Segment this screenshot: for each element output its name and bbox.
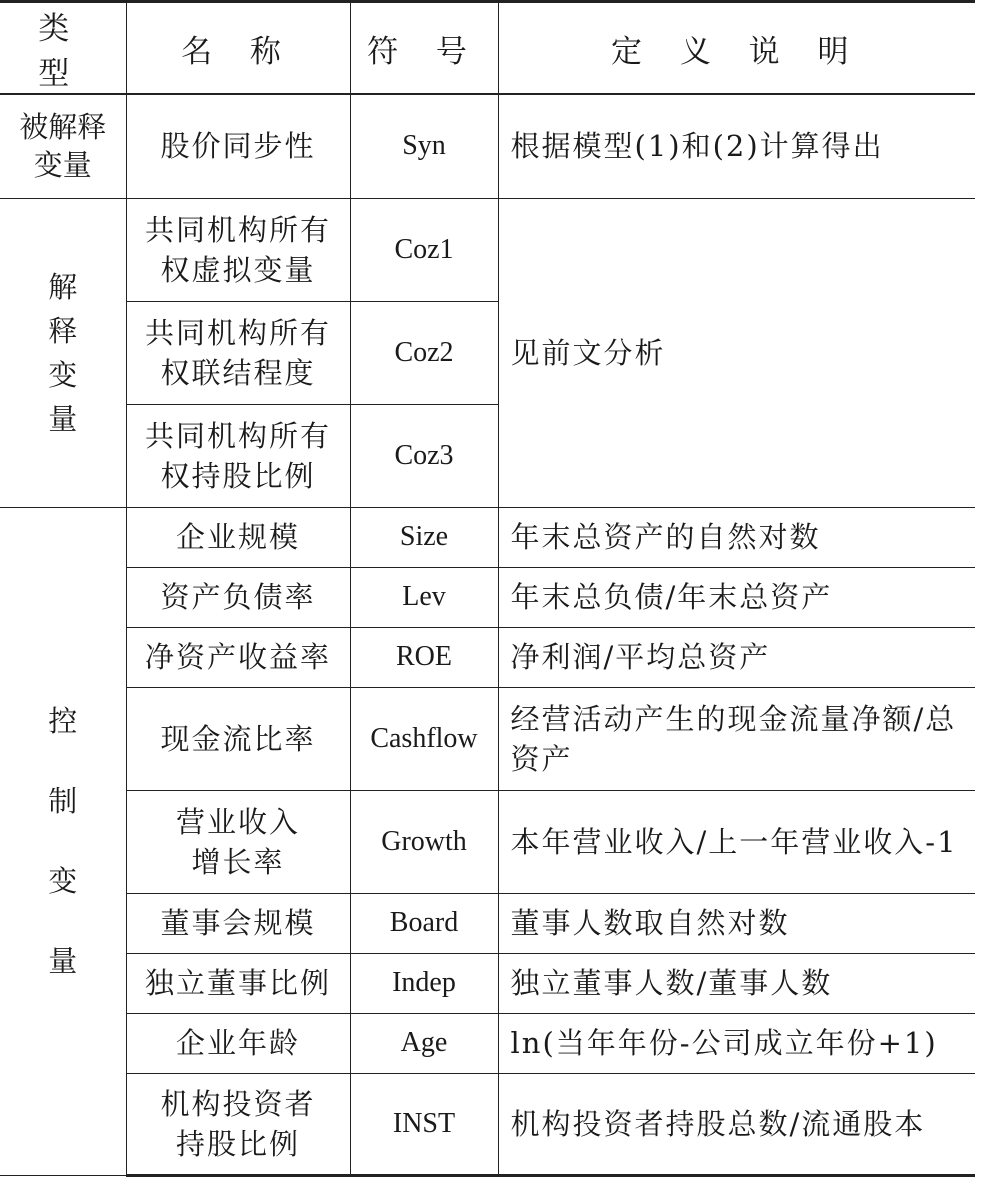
variable-definition: ln(当年年份-公司成立年份+1): [498, 1013, 975, 1073]
table-row: [0, 790, 975, 893]
variable-symbol: Lev: [350, 567, 498, 627]
variable-definition: 经营活动产生的现金流量净额/总资产: [498, 687, 975, 790]
variable-symbol: Growth: [350, 790, 498, 893]
table-row: [0, 687, 975, 790]
variable-definition: 年末总负债/年末总资产: [498, 567, 975, 627]
variable-name: 现金流比率: [126, 687, 350, 790]
variable-symbol: Cashflow: [350, 687, 498, 790]
variable-name: 净资产收益率: [126, 627, 350, 687]
variable-name: 共同机构所有权虚拟变量: [126, 198, 350, 301]
variable-definition: 净利润/平均总资产: [498, 627, 975, 687]
variable-symbol: Indep: [350, 953, 498, 1013]
variable-symbol: Coz1: [350, 198, 498, 301]
variable-name: 共同机构所有权持股比例: [126, 404, 350, 507]
variable-name: 企业年龄: [126, 1013, 350, 1073]
variable-name: 共同机构所有权联结程度: [126, 301, 350, 404]
category-control: 控 制 变 量: [0, 507, 126, 1175]
variable-symbol: ROE: [350, 627, 498, 687]
variable-name: 营业收入增长率: [126, 790, 350, 893]
variable-definition: 机构投资者持股总数/流通股本: [498, 1073, 975, 1175]
category-explanatory: 解 释 变 量: [0, 198, 126, 507]
variable-name: 股价同步性: [126, 94, 350, 198]
variable-name: 独立董事比例: [126, 953, 350, 1013]
variable-definition: 年末总资产的自然对数: [498, 507, 975, 567]
variable-name: 资产负债率: [126, 567, 350, 627]
variable-definition: 本年营业收入/上一年营业收入-1: [498, 790, 975, 893]
table-row: [0, 198, 975, 301]
table-row: [0, 507, 975, 567]
header-name: 名 称: [126, 2, 350, 95]
header-symbol: 符 号: [350, 2, 498, 95]
shared-definition: 见前文分析: [498, 198, 975, 507]
variable-symbol: Board: [350, 893, 498, 953]
variable-symbol: Syn: [350, 94, 498, 198]
table-row: [0, 1013, 975, 1073]
variable-definition: 董事人数取自然对数: [498, 893, 975, 953]
table-row: [0, 94, 975, 198]
table-row: [0, 567, 975, 627]
variable-symbol: Coz3: [350, 404, 498, 507]
table-row: [0, 893, 975, 953]
variable-definition: 独立董事人数/董事人数: [498, 953, 975, 1013]
variable-symbol: Age: [350, 1013, 498, 1073]
variable-name: 企业规模: [126, 507, 350, 567]
variable-symbol: INST: [350, 1073, 498, 1175]
category-dependent: 被解释变量: [0, 94, 126, 198]
variable-name: 董事会规模: [126, 893, 350, 953]
table-row: [0, 953, 975, 1013]
header-row: [0, 2, 975, 95]
variable-definition: 根据模型(1)和(2)计算得出: [498, 94, 975, 198]
variable-symbol: Coz2: [350, 301, 498, 404]
header-type: 类 型: [0, 2, 126, 95]
table-row: [0, 1073, 975, 1175]
variable-symbol: Size: [350, 507, 498, 567]
table-row: [0, 627, 975, 687]
header-definition: 定 义 说 明: [498, 2, 975, 95]
variable-name: 机构投资者持股比例: [126, 1073, 350, 1175]
